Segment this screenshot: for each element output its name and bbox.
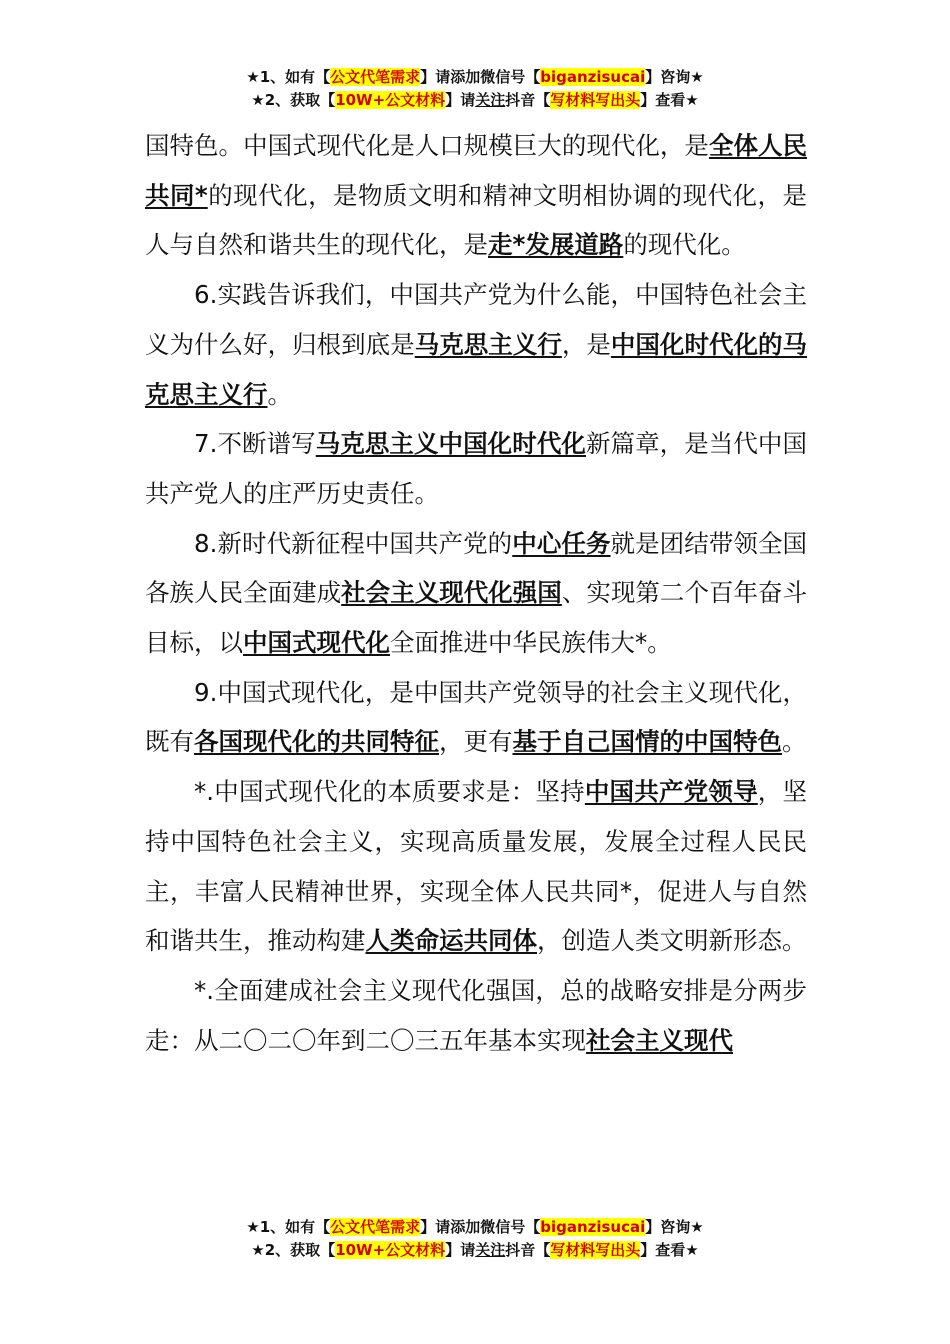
text-segment: ，是 <box>561 329 611 359</box>
text-segment: *.中国式现代化的本质要求是：坚持 <box>194 777 585 807</box>
text-segment: 9.中国式现代化，是中国共产党领导的社会主义现代化，既有 <box>145 677 807 757</box>
key-phrase: 各国现代化的共同特征 <box>194 727 439 757</box>
text-segment: 7.不断谱写 <box>194 429 316 459</box>
text-segment: ，坚持中国特色社会主义，实现高质量发展，发展全过程人民民主，丰富人民精神世界，实现全体人民共同*，促进人与自然和谐共生，推动构建 <box>145 777 808 956</box>
key-phrase: 马克思主义中国化时代化 <box>315 429 586 459</box>
text-segment: 的现代化。 <box>623 230 746 260</box>
key-phrase: 社会主义现代化强国 <box>341 578 562 608</box>
highlight-douyin: 写材料写出头 <box>550 1241 641 1259</box>
banner-line-1: ★1、如有【公文代笔需求】请添加微信号【biganzisucai】咨询★ <box>246 1218 704 1236</box>
paragraph-7 <box>145 419 807 518</box>
paragraph-continuation <box>145 121 807 270</box>
key-phrase: 中心任务 <box>512 528 611 558</box>
highlight-materials: 10W+公文材料 <box>335 1241 446 1259</box>
text-segment: 新篇章，是当代中国共产党人的庄严历史责任。 <box>145 429 808 508</box>
highlight-wechat-id: biganzisucai <box>540 68 646 86</box>
paragraph-8 <box>145 519 807 668</box>
banner-line-2: ★2、获取【10W+公文材料】请关注抖音【写材料写出头】查看★ <box>251 1241 699 1259</box>
highlight-materials: 10W+公文材料 <box>335 91 446 109</box>
key-phrase: 中国共产党领导 <box>584 777 758 807</box>
footer-banner <box>0 1216 950 1262</box>
text-segment: 的现代化，是物质文明和精神文明相协调的现代化，是人与自然和谐共生的现代化，是 <box>145 180 807 260</box>
text-segment: 、实现第二个百年奋斗目标，以 <box>145 578 808 658</box>
key-phrase: 全体人民共同* <box>145 131 808 210</box>
highlight-service: 公文代笔需求 <box>330 1218 421 1236</box>
key-phrase: 走*发展道路 <box>488 230 624 260</box>
text-segment: ，更有 <box>439 727 513 757</box>
text-segment: ，创造人类文明新形态。 <box>537 926 807 956</box>
follow-text: 关注 <box>475 1241 506 1259</box>
banner-line-1: ★1、如有【公文代笔需求】请添加微信号【biganzisucai】咨询★ <box>246 68 704 86</box>
text-segment: 全面推进中华民族伟大*。 <box>390 628 672 658</box>
text-segment: 国特色。中国式现代化是人口规模巨大的现代化，是 <box>145 131 709 160</box>
key-phrase: 社会主义现代 <box>586 1025 733 1055</box>
text-segment: 。 <box>267 379 292 409</box>
text-segment: 6.实践告诉我们，中国共产党为什么能，中国特色社会主义为什么好，归根到底是 <box>145 280 807 359</box>
banner-line-2: ★2、获取【10W+公文材料】请关注抖音【写材料写出头】查看★ <box>251 91 699 109</box>
follow-text: 关注 <box>475 91 506 109</box>
text-segment: *.全面建成社会主义现代化强国，总的战略安排是分两步走：从二〇二〇年到二〇三五年基本实现 <box>145 975 807 1055</box>
text-segment: 。 <box>782 727 807 757</box>
paragraph-9 <box>145 668 807 767</box>
highlight-wechat-id: biganzisucai <box>540 1218 646 1236</box>
key-phrase: 中国化时代化的马克思主义行 <box>145 329 808 409</box>
key-phrase: 基于自己国情的中国特色 <box>512 727 782 757</box>
paragraph-10 <box>145 767 807 966</box>
key-phrase: 马克思主义行 <box>414 329 562 359</box>
document-body <box>145 121 807 1065</box>
paragraph-11 <box>145 966 807 1065</box>
key-phrase: 中国式现代化 <box>243 628 390 658</box>
header-banner <box>0 66 950 112</box>
highlight-douyin: 写材料写出头 <box>550 91 641 109</box>
key-phrase: 人类命运共同体 <box>365 926 537 956</box>
paragraph-6 <box>145 270 807 419</box>
highlight-service: 公文代笔需求 <box>330 68 421 86</box>
text-segment: 就是团结带领全国各族人民全面建成 <box>145 528 808 608</box>
text-segment: 8.新时代新征程中国共产党的 <box>194 528 513 558</box>
